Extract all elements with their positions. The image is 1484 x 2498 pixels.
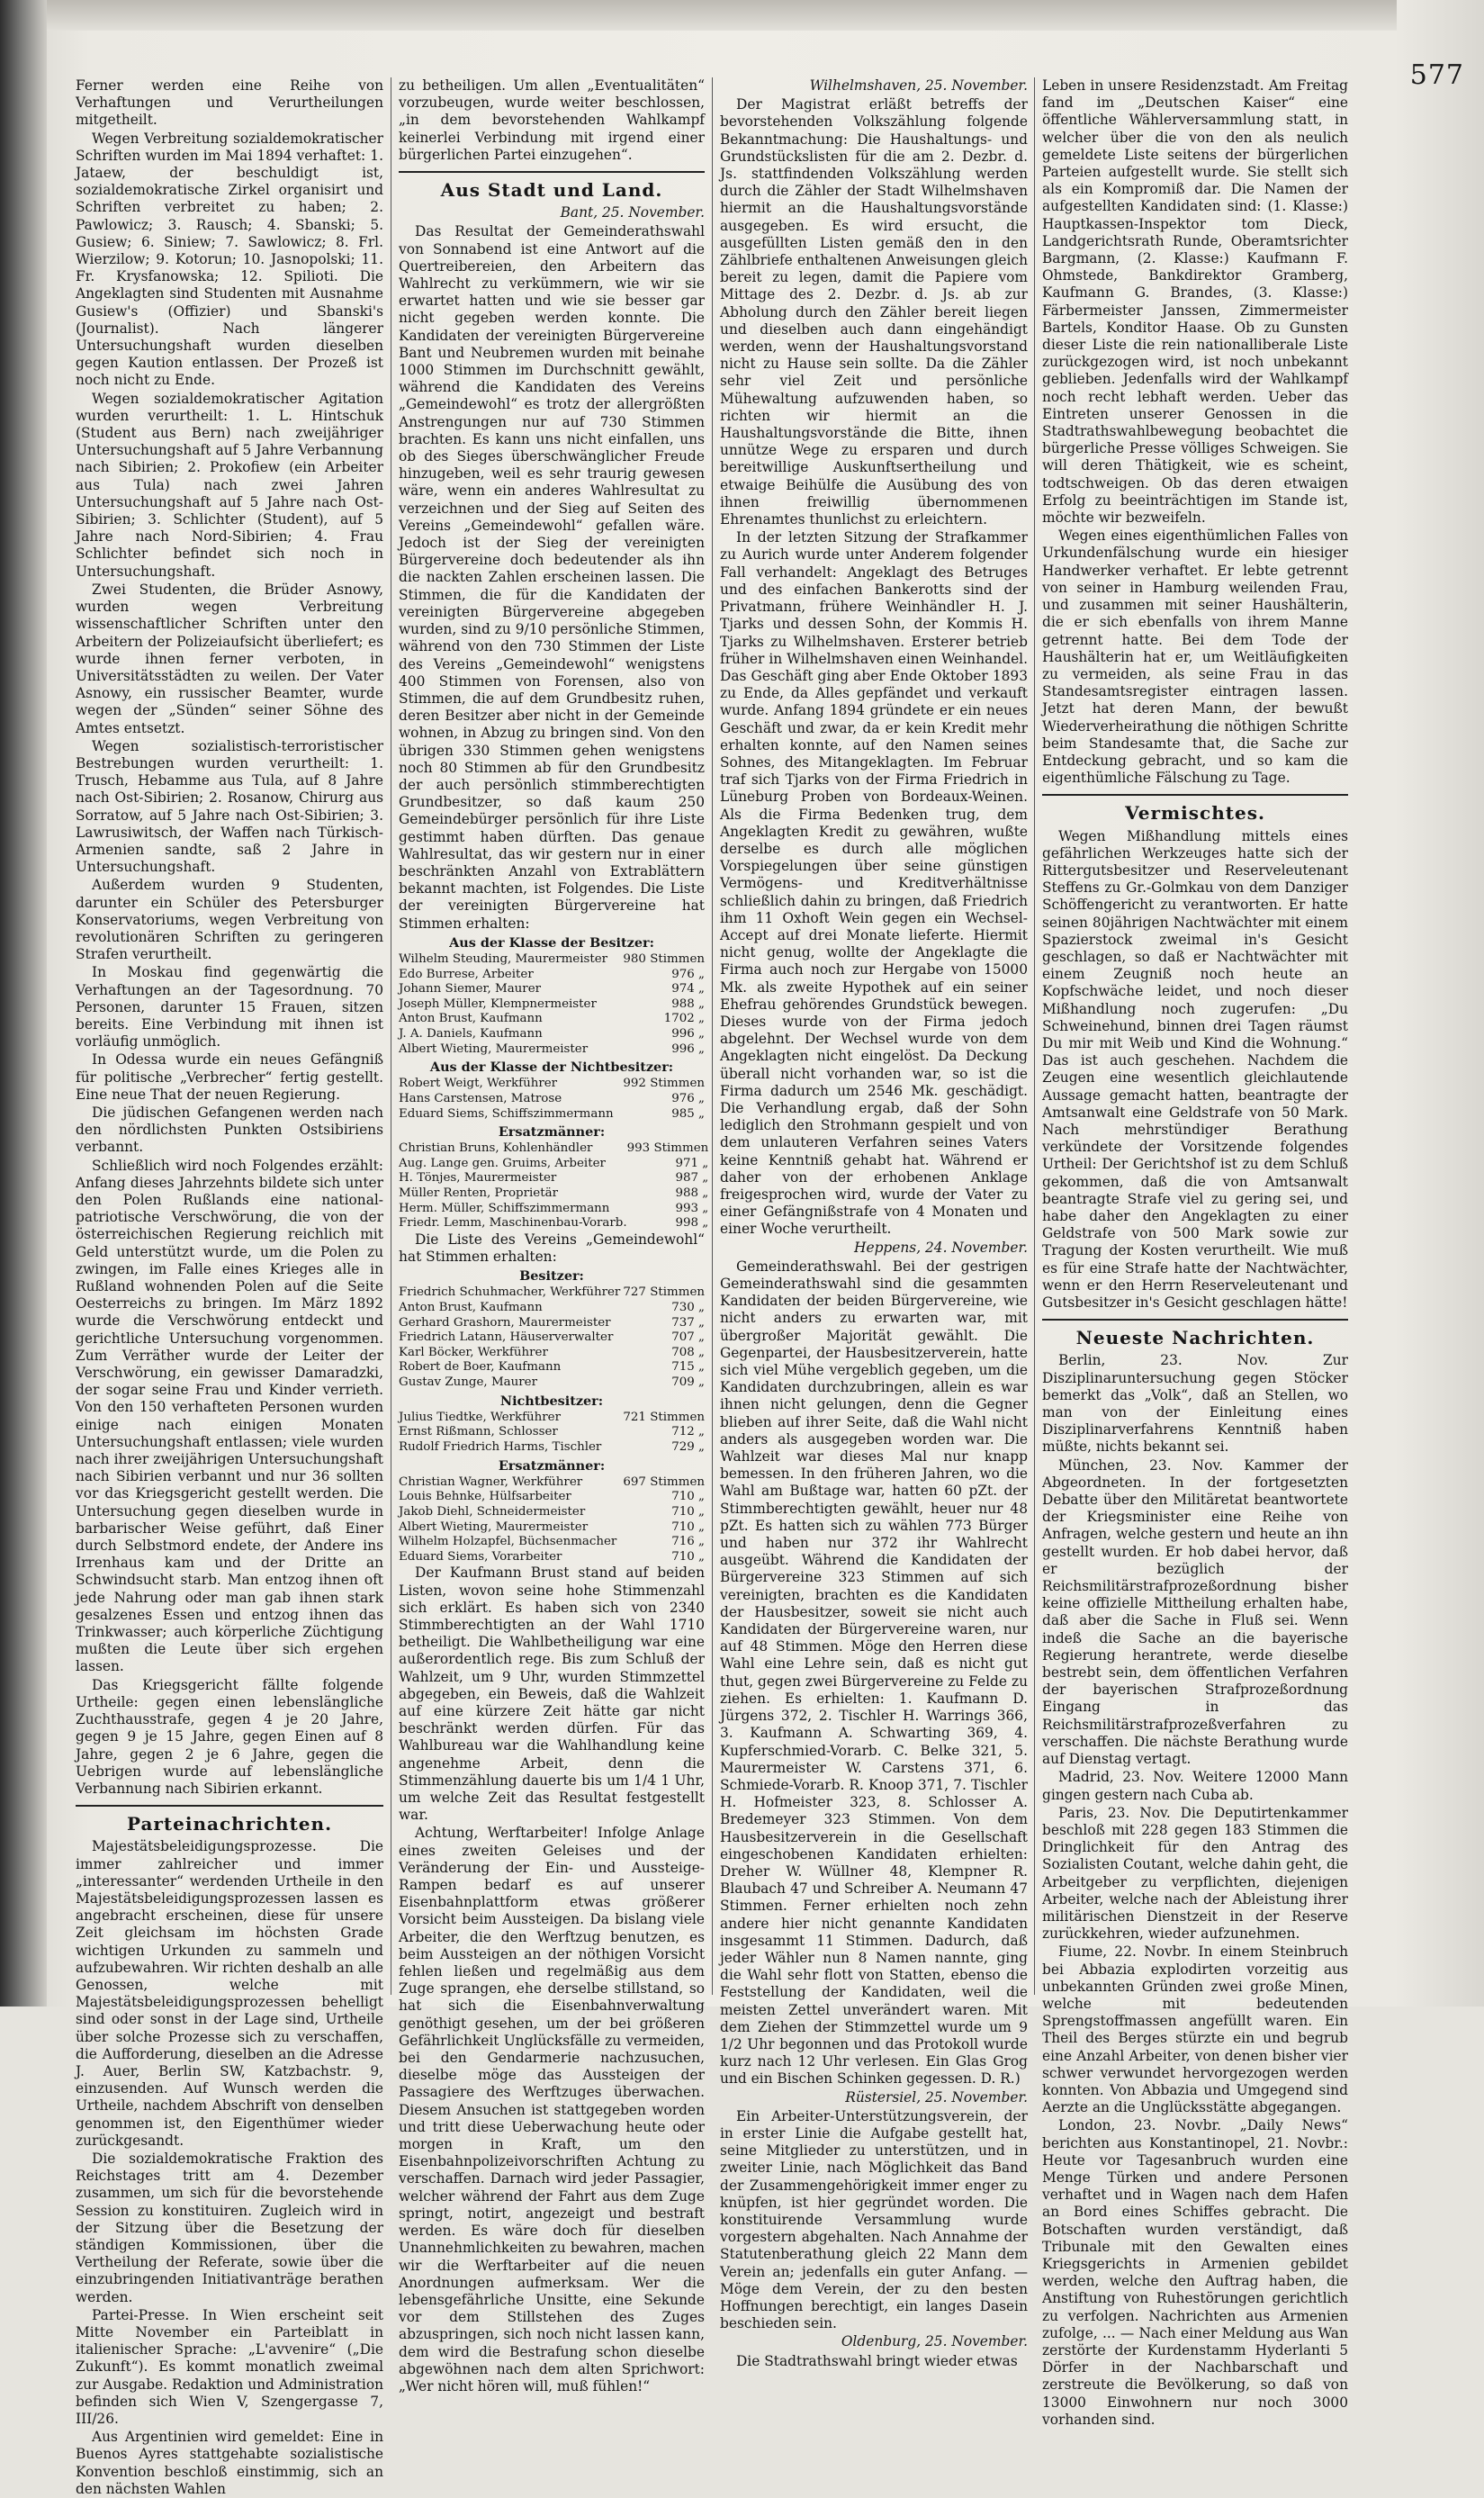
article-paragraph: Der Magistrat erläßt betreffs der bevorstehenden Volkszählung folgende Bekanntmachung: Die Haushaltungs- und Grundstückslisten für die am 2. Dezbr. d. Js. stattfindenden Volkszählung werden durch die Zähler der Stadt Wilhelmshaven hiermit an die Haushaltungsvorstände ausgegeben. Es wird ersucht, die ausgefüllten Listen gemäß den in den Zählbriefe enthaltenen Anweisungen gleich bereit zu legen, damit die Papiere vom Mittage des 2. Dezbr. d. Js. ab zur Abholung durch den Zähler bereit liegen und dieselben auch dann eingehändigt werden, wenn der Haushaltungsvorstand nicht zu Hause sein sollte. Da die Zähler sehr viel Zeit und persönliche Mühewaltung aufzuwenden haben, so richten wir hiermit an die Haushaltungsvorstände die Bitte, ihnen unnütze Wege zu ersparen und durch bereitwillige Auskunftsertheilung und etwaige Beihülfe die Ausübung des von ihnen freiwillig übernommenen Ehrenamtes thunlichst zu erleichtern. [720,96,1028,528]
article-paragraph: In der letzten Sitzung der Strafkammer zu Aurich wurde unter Anderem folgender Fall verhandelt: Angeklagt des Betruges und des einfachen Bankerotts sind der Privatmann, frühere Weinhändler H. J. Tjarks und dessen Sohn, der Kommis H. Tjarks zu Wilhelmshaven. Ersterer betrieb früher in Wilhelmshaven einen Weinhandel. Das Geschäft ging aber Ende Oktober 1893 zu Ende, da Alles gepfändet und verkauft wurde. Anfang 1894 gründete er ein neues Geschäft und zwar, da er kein Kredit mehr erhalten konnte, auf den Namen seines Sohnes, des Mitangeklagten. Im Februar traf sich Tjarks von der Firma Friedrich in Lüneburg Proben von Bordeaux-Weinen. Als die Firma Bedenken trug, dem Angeklagten Kredit zu gewähren, wußte derselbe es durch alle möglichen Vorspiegelungen über seine günstigen Vermögens- und Kreditverhältnisse schließlich dahin zu bringen, daß Friedrich ihm 11 Oxhoft Wein gegen ein Wechsel-Accept auf drei Monate lieferte. Hiermit nicht genug, wollte der Angeklagte die Firma auch noch zur Hergabe von 15000 Mk. als zweite Hypothek auf ein seiner Ehefrau gehörendes Grundstück bewegen. Dieses wurde von der Firma jedoch abgelehnt. Der Wechsel wurde von dem Angeklagten nicht eingelöst. Da Deckung überall nicht vorhanden war, so ist die Firma dadurch um 2546 Mk. geschädigt. Die Verhandlung ergab, daß der Sohn lediglich den Strohmann gespielt und von dem unlauteren Verfahren seines Vaters keine Kenntniß gehabt hat. Während er daher von der erhobenen Anklage freigesprochen wird, wurde der Vater zu einer Gefängnißstrafe von 4 Monaten und einer Woche verurtheilt. [720,529,1028,1238]
candidate-name: Friedr. Lemm, Maschinenbau-Vorarb. [399,1216,627,1231]
section-divider [1042,794,1348,796]
candidate-row [399,1027,705,1042]
candidate-row [399,1440,705,1456]
candidate-votes: 985 „ [671,1106,705,1121]
section-title-stadt-und-land: Aus Stadt und Land. [440,179,663,202]
candidate-row [399,1346,705,1361]
candidate-votes: 974 „ [671,982,705,996]
candidate-votes: 716 „ [671,1535,705,1549]
article-paragraph: In Odessa wurde ein neues Gefängniß für politische „Verbrecher“ fertig gestellt. Eine neue That der neuen Regierung. [76,1051,383,1103]
candidate-row [399,1216,708,1231]
candidate-row [399,982,705,997]
candidate-row [399,1157,708,1172]
article-paragraph: Gemeinderathswahl. Bei der gestrigen Gemeinderathswahl sind die gesammten Kandidaten der beiden Bürgervereine, wie nicht anders zu erwarten war, mit übergroßer Majorität gewählt. Die Gegenpartei, der Hausbesitzerverein, hatte sich viel Mühe vergeblich gegeben, um die Kandidaten durchzubringen, allein es war ihnen nicht gelungen, denn die Gegner blieben auf ihrer Seite, daß die Wahl nicht anders als ausgegeben worden war. Die Wahlzeit war dieses Mal nur knapp bemessen. In den früheren Jahren, wo die Wahl am Bußtage war, hatten 60 pZt. der Stimmberechtigten gewählt, heuer nur 48 pZt. Es hatten sich zu wählen 773 Bürger und haben nur 372 ihr Wahlrecht ausgeübt. Während die Kandidaten der Bürgervereine 323 Stimmen auf sich vereinigten, brachten es die Kandidaten der Hausbesitzer, soweit sie nicht auch Kandidaten der Bürgervereine waren, nur auf 48 Stimmen. Möge den Herren diese Wahl eine Lehre sein, daß es nicht gut thut, gegen zwei Bürgervereine zu Felde zu ziehen. Es erhielten: 1. Kaufmann D. Jürgens 372, 2. Tischler H. Warrings 366, 3. Kaufmann A. Schwarting 369, 4. Kupferschmied-Vorarb. C. Belke 321, 5. Maurermeister W. Carstens 371, 6. Schmiede-Vorarb. R. Knoop 371, 7. Tischler H. Hofmeister 323, 8. Schlosser A. Bredemeyer 323 Stimmen. Von dem Hausbesitzerverein in die Gesellschaft eingeschobenen Kandidaten erhielten: Dreher W. Wüllner 48, Klempner R. Blaubach 47 und Schreiber A. Neumann 47 Stimmen. Ferner erhielten noch zehn andere hier nicht genannte Kandidaten insgesammt 11 Stimmen. Dadurch, daß jeder Wähler nun 8 Namen nannte, ging die Wahl sehr flott von Statten, ebenso die Feststellung der Kandidaten, weil die meisten Zettel unverändert waren. Mit dem Ziehen der Stimmzettel wurde um 9 1/2 Uhr begonnen und das Protokoll wurde kurz nach 12 Uhr verlesen. Ein Glas Grog und ein Bischen Schinken gegessen. D. R.) [720,1258,1028,2088]
candidate-name: Joseph Müller, Klempnermeister [399,996,597,1011]
candidate-name: Julius Tiedtke, Werkführer [399,1410,561,1424]
candidate-name: H. Tönjes, Maurermeister [399,1171,557,1186]
dateline: Heppens, 24. November. [854,1239,1028,1256]
article-paragraph: Wegen sozialistisch-terroristischer Bestrebungen wurden verurtheilt: 1. Trusch, Hebamme aus Tula, auf 8 Jahre nach Ost-Sibirien; 2. Rosanow, Chirurg aus Sorratow, auf 5 Jahre nach Ost-Sibirien; 3. Lawrusiwitsch, der Waffen nach Türkisch-Armenien sandte, saß 2 Jahre in Untersuchungshaft. [76,737,383,876]
article-paragraph: Ein Arbeiter-Unterstützungsverein, der in erster Linie die Aufgabe gestellt hat, seine Mitglieder zu unterstützen, und in zweiter Linie, nach Möglichkeit das Band der Zusammengehörigkeit immer enger zu knüpfen, ist hier gegründet worden. Die konstituirende Versammlung wurde vorgestern abgehalten. Nach Annahme der Statutenberathung gleich 22 Mann dem Verein an; jedenfalls ein guter Anfang. — Möge dem Verein, der zu den besten Hoffnungen berechtigt, ein langes Dasein beschieden sein. [720,2107,1028,2332]
candidate-votes: 697 Stimmen [623,1474,705,1489]
candidate-name: Eduard Siems, Vorarbeiter [399,1549,562,1564]
column-4 [1042,77,1348,2428]
candidate-votes: 715 „ [671,1360,705,1375]
candidate-row [399,1550,705,1565]
column-2 [399,77,709,2394]
results-table [399,1285,705,1390]
candidate-votes: 988 „ [675,1186,709,1201]
article-paragraph: Das Resultat der Gemeinderathswahl von Sonnabend ist eine Antwort auf die Quertreibereien, den Arbeitern das Wahlrecht zu verkümmern, wie wir sie erwartet hatten und wie sie besser gar nicht gegeben werden konnte. Die Kandidaten der vereinigten Bürgervereine Bant und Neubremen wurden mit beinahe 1000 Stimmen im Durchschnitt gewählt, während die Kandidaten des Vereins „Gemeindewohl“ es trotz der allergrößten Anstrengungen nur auf 730 Stimmen brachten. Es kann uns nicht einfallen, uns ob des Sieges überschwänglicher Freude hinzugeben, weil es sehr traurig gewesen wäre, wenn ein anderes Wahlresultat zu verzeichnen und der Sieg auf Seiten des Vereins „Gemeindewohl“ gefallen wäre. Jedoch ist der Sieg der vereinigten Bürgervereine doch bedeutender als ihn die nackten Zahlen erscheinen lassen. Die Stimmen, die für die Kandidaten der vereinigten Bürgervereine abgegeben wurden, sind zu 9/10 persönliche Stimmen, während von den 730 Stimmen der Liste des Vereins „Gemeindewohl“ wenigstens 400 Stimmen von Forensen, also von Stimmen, die auf dem Grundbesitz ruhen, deren Besitzer aber nicht in der Gemeinde wohnen, in Abzug zu bringen sind. Von den übrigen 330 Stimmen gehen wenigstens noch 80 Stimmen ab für den Grundbesitz der auch persönlich stimmberechtigten Grundbesitzer, so daß kaum 250 Gemeindebürger persönlich für ihre Liste gestimmt haben dürften. Das genaue Wahlresultat, das wir gestern nur in einer beschränkten Anzahl von Extrablättern bekannt machten, ist Folgendes. Die Liste der vereinigten Bürgervereine hat Stimmen erhalten: [399,223,705,932]
dateline: Wilhelmshaven, 25. November. [809,77,1028,94]
article-paragraph: zu betheiligen. Um allen „Eventualitäten“ vorzubeugen, wurde weiter beschlossen, „in dem bevorstehenden Wahlkampf keinerlei Verbindung mit irgend einer bürgerlichen Partei einzugehen“. [399,77,705,163]
candidate-votes: 707 „ [671,1330,705,1345]
section-title-parteinachrichten: Parteinachrichten. [126,1813,333,1835]
article-paragraph: Partei-Presse. In Wien erscheint seit Mitte November ein Parteiblatt in italienischer Sprache: „L'avvenire“ („Die Zukunft“). Es kommt monatlich zweimal zur Ausgabe. Redaktion und Administration befinden sich Wien V, Szengergasse 7, III/26. [76,2306,383,2428]
dateline: Oldenburg, 25. November. [841,2333,1028,2350]
article-paragraph: Zwei Studenten, die Brüder Asnowy, wurden wegen Verbreitung wissenschaftlicher Schriften unter den Arbeitern der Polizeiaufsicht überliefert; es wurde ihnen ferner verboten, in Universitätsstädten zu weilen. Der Vater Asnowy, ein russischer Beamter, wurde wegen der „Sünden“ seiner Söhne des Amtes entsetzt. [76,581,383,736]
candidate-name: Anton Brust, Kaufmann [399,1012,543,1026]
candidate-votes: 712 „ [671,1425,705,1439]
candidate-row [399,1186,708,1202]
candidate-row [399,1425,705,1440]
news-item: München, 23. Nov. Kammer der Abgeordneten. In der fortgesetzten Debatte über den Militäretat beantwortete der Kriegsminister eine Reihe von Anfragen, welche gestern und heute an ihn gestellt wurden. Er hob dabei hervor, daß er bezüglich der Reichsmilitärstrafprozeßordnung bisher keine offizielle Mittheilung erhalten habe, daß aber die Sache in Fluß sei. Wenn indeß die Sache an die bayerische Regierung herantrete, werde dieselbe bestrebt sein, dem öffentlichen Verfahren der bayerischen Strafprozeßordnung Eingang in das Reichsmilitärstrafprozeßverfahren zu verschaffen. Die nächste Berathung wurde auf Dienstag vertagt. [1042,1456,1348,1768]
candidate-row [399,1141,708,1157]
candidate-votes: 710 „ [671,1505,705,1519]
candidate-name: Hans Carstensen, Matrose [399,1091,562,1105]
candidate-name: Rudolf Friedrich Harms, Tischler [399,1440,602,1455]
article-paragraph: Majestätsbeleidigungsprozesse. Die immer zahlreicher und immer „interessanter“ werdenden Urtheile in den Majestätsbeleidigungsprozessen lassen es angebracht erscheinen, diese für unsere Zeit gleichsam im höchsten Grade wichtigen Urkunden zu sammeln und aufzubewahren. Wir richten deshalb an alle Genossen, welche mit Majestätsbeleidigungsprozessen behelligt sind oder sonst in der Lage sind, Urtheile über solche Prozesse sich zu verschaffen, die Aufforderung, dieselben an die Adresse J. Auer, Berlin SW, Katzbachstr. 9, einzusenden. Auf Wunsch werden die Urtheile, nachdem Abschrift von denselben genommen ist, den Eigenthümer wieder zurückgesandt. [76,1838,383,2149]
candidate-name: Ernst Rißmann, Schlosser [399,1425,558,1439]
candidate-votes: 998 „ [675,1216,709,1231]
candidate-votes: 1702 „ [663,1012,705,1026]
scan-top-edge [47,0,1397,31]
candidate-votes: 992 Stimmen [623,1077,705,1091]
news-item: Madrid, 23. Nov. Weitere 12000 Mann gingen gestern nach Cuba ab. [1042,1769,1348,1803]
candidate-name: Robert Weigt, Werkführer [399,1077,558,1091]
article-paragraph: Achtung, Werftarbeiter! Infolge Anlage eines zweiten Geleises und der Veränderung der Ein- und Aussteige-Rampen bedarf es auf unserer Eisenbahnplattform etwas größerer Vorsicht beim Aussteigen. Da bislang viele Arbeiter, die den Werftzug benutzen, es beim Aussteigen an der nöthigen Vorsicht fehlen ließen und regelmäßig aus dem Zuge sprangen, ehe derselbe stillstand, so hat sich die Eisenbahnverwaltung genöthigt gesehen, um der bei größeren Gefährlichkeit Unglücksfälle zu vermeiden, bei den Gendarmerie nachzusuchen, dieselbe möge das Aussteigen der Passagiere des Werftzuges überwachen. Diesem Ansuchen ist stattgegeben worden und tritt diese Ueberwachung heute oder morgen in Kraft, um den Eisenbahnpolizeivorschriften Achtung zu verschaffen. Darnach wird jeder Passagier, welcher während der Fahrt aus dem Zuge springt, notirt, angezeigt und bestraft werden. Es wäre doch für dieselben Unannehmlichkeiten zu bewahren, machen wir die Werftarbeiter auf die neuen Anordnungen aufmerksam. Wer die lebensgefährliche Unsitte, eine Sekunde vor dem Stillstehen des Zuges abzuspringen, sich noch nicht lassen kann, dem wird die Bestrafung schon dieselbe abgewöhnen nach dem alten Sprichwort: „Wer nicht hören will, muß fühlen!“ [399,1825,705,2394]
results-table [399,1411,705,1456]
candidate-name: Louis Behnke, Hülfsarbeiter [399,1490,571,1504]
candidate-name: Müller Renten, Proprietär [399,1186,558,1201]
candidate-name: J. A. Daniels, Kaufmann [399,1026,543,1041]
article-paragraph: Leben in unsere Residenzstadt. Am Freitag fand im „Deutschen Kaiser“ eine öffentliche Wählerversammlung statt, in welcher über die von den als neulich gemeldete Liste seitens der bürgerlichen Parteien aufgestellt wurde. Sie stellt sich als ein Kompromiß dar. Die Namen der aufgestellten Kandidaten sind: (1. Klasse:) Hauptkassen-Inspektor tom Dieck, Landgerichtsrath Runde, Oberamtsrichter Bargmann, (2. Klasse:) Kaufmann F. Ohmstede, Bankdirektor Gramberg, Kaufmann G. Brandes, (3. Klasse:) Färbermeister Janssen, Zimmermeister Bartels, Konditor Haase. Ob zu Gunsten dieser Liste die rein nationalliberale Liste zurückgezogen wird, ist noch unbekannt geblieben. Jedenfalls wird der Wahlkampf noch recht lebhaft werden. Ueber das Eintreten unserer Genossen in die Stadtrathswahlbewegung beobachtet die bürgerliche Presse völliges Schweigen. Sie will deren Thätigkeit, wie es scheint, todtschweigen. Ob das deren etwaigen Erfolg zu beeinträchtigen im Stande ist, möchte wir bezweifeln. [1042,77,1348,527]
section-title-neueste-nachrichten: Neueste Nachrichten. [1075,1327,1315,1349]
candidate-name: Edo Burrese, Arbeiter [399,967,534,981]
candidate-row [399,1107,705,1123]
article-paragraph: Schließlich wird noch Folgendes erzählt: Anfang dieses Jahrzehnts bildete sich unter den Polen Rußlands eine national-patriotische Verschwörung, die von der österreichischen Regierung reichlich mit Geld unterstützt wurde, um die Polen zu zwingen, im Falle eines Krieges alle in Rußland wohnenden Polen auf die Seite Oesterreichs zu bringen. Im März 1892 wurde die Verschwörung entdeckt und gerichtliche Untersuchung vorgenommen. Zum Verräther wurde der Leiter der Verschwörung, ein gewisser Damaradzki, der sogar seine Frau und Kinder verrieth. Von den 150 verhafteten Personen wurden einige nach einigen Monaten Untersuchungshaft entlassen; viele wurden nach ihrer zweijährigen Untersuchungshaft nach Sibirien verbannt und nur 36 sollten vor das Kriegsgericht gestellt werden. Die Untersuchung gegen dieselben wurde in barbarischer Weise geführt, daß Einer durch Selbstmord endete, der Andere ins Irrenhaus kam und der Dritte an Schwindsucht starb. Man entzog ihnen oft jede Nahrung oder man gab ihnen stark gesalzenes Essen und entzog ihnen das Trinkwasser; auch körperliche Züchtigung mußten die Leute über sich ergehen lassen. [76,1157,383,1675]
candidate-name: Christian Wagner, Werkführer [399,1474,583,1489]
candidate-votes: 987 „ [675,1171,709,1186]
candidate-row [399,1171,708,1186]
candidate-votes: 980 Stimmen [623,951,705,966]
candidate-row [399,1012,705,1027]
candidate-name: Aug. Lange gen. Gruims, Arbeiter [399,1156,606,1170]
article-paragraph: Wegen Mißhandlung mittels eines gefährlichen Werkzeuges hatte sich der Rittergutsbesitzer und Reserveleutenant Steffens zu Gr.-Golmkau von dem Danziger Schöffengericht zu verantworten. Er hatte seinen 80jährigen Nachtwächter mit einem Spazierstock zweimal in's Gesicht geschlagen, so daß er Nachtwächter mit einem Zeugniß noch heute an Kopfschwäche leidet, und noch dieser Mißhandlung noch zugerufen: „Du Schweinehund, binnen drei Tagen räumst Du mir mit Weib und Kind die Wohnung.“ Das ist auch geschehen. Nachdem die Zeugen eine wesentlich gleichlautende Aussage gemacht hatten, beantragte der Amtsanwalt eine Geldstrafe von 50 Mark. Nach mehrstündiger Berathung verkündete der Vorsitzende folgendes Urtheil: Der Gerichtshof ist zu dem Schluß gekommen, daß die von Amtsanwalt beantragte Strafe viel zu gering sei, und habe daher den Angeklagten zu einer Geldstrafe von 500 Mark sowie zur Tragung der Kosten verurtheilt. Wie muß es für eine Strafe hatte der Nachtwächter, wenn er den Herrn Reserveleutenant und Gutsbesitzer in's Gesicht geschlagen hätte! [1042,827,1348,1312]
candidate-row [399,968,705,983]
candidate-row [399,1301,705,1316]
candidate-row [399,1490,705,1505]
candidate-votes: 729 „ [671,1440,705,1455]
article-paragraph: Das Kriegsgericht fällte folgende Urtheile: gegen einen lebenslängliche Zuchthausstrafe, gegen 4 je 20 Jahre, gegen 9 je 15 Jahre, gegen Einen auf 8 Jahre, gegen 2 je 6 Jahre, gegen die Uebrigen wurde auf lebenslängliche Verbannung nach Sibirien erkannt. [76,1676,383,1797]
candidate-votes: 727 Stimmen [623,1285,705,1300]
candidate-row [399,1285,705,1301]
candidate-name: Gustav Zunge, Maurer [399,1375,537,1390]
scan-binding-edge [0,0,47,2007]
column-1 [76,77,383,2497]
news-item: Fiume, 22. Novbr. In einem Steinbruch bei Abbazia explodirten vorzeitig aus unbekannten Gründen zwei große Minen, welche mit bedeutenden Sprengstoffmassen angefüllt waren. Ein Theil des Berges stürzte ein und begrub eine Anzahl Arbeiter, von denen bisher vier schwer verwundet hervorgezogen werden konnten. Von Abbazia und Umgegend sind Aerzte an die Unglücksstätte abgegangen. [1042,1943,1348,2116]
results-table [399,1475,705,1565]
list-group-title: Aus der Klasse der Nichtbesitzer: [429,1060,674,1076]
dateline: Rüstersiel, 25. November. [845,2088,1028,2106]
dateline: Bant, 25. November. [560,204,705,221]
results-table [399,1141,708,1231]
candidate-row [399,1375,705,1391]
candidate-row [399,1535,705,1550]
candidate-row [399,1475,705,1491]
candidate-name: Wilhelm Steuding, Maurermeister [399,951,608,966]
results-table [399,952,705,1057]
list-group-title: Nichtbesitzer: [499,1393,604,1409]
candidate-votes: 993 „ [675,1201,709,1215]
article-paragraph: Wegen Verbreitung sozialdemokratischer Schriften wurden im Mai 1894 verhaftet: 1. Jataew, der beschuldigt ist, sozialdemokratische Zirkel organisirt und Schriften verbreitet zu haben; 2. Pawlowicz; 3. Rausch; 4. Sbanski; 5. Gusiew; 6. Siniew; 7. Sawlowicz; 8. Frl. Wierzilow; 9. Kotorun; 10. Jasnopolski; 11. Fr. Krysfanowska; 12. Spilioti. Die Angeklagten sind Studenten mit Ausnahme Gusiew's (Offizier) und Sbanski's (Journalist). Nach längerer Untersuchungshaft wurden dieselben gegen Kaution entlassen. Der Prozeß ist noch nicht zu Ende. [76,130,383,389]
candidate-name: Gerhard Grashorn, Maurermeister [399,1315,611,1330]
candidate-votes: 710 „ [671,1549,705,1564]
candidate-name: Anton Brust, Kaufmann [399,1301,543,1315]
article-paragraph: Wegen eines eigenthümlichen Falles von Urkundenfälschung wurde ein hiesiger Handwerker verhaftet. Er lebte getrennt von seiner in Hamburg weilenden Frau, und zusammen mit seiner Haushälterin, die er sich ebenfalls von ihrem Manne getrennt hatte. Bei dem Tode der Haushälterin hat er, um Weitläufigkeiten zu vermeiden, als seine Frau in das Standesamtsregister eintragen lassen. Jetzt hat deren Mann, der bewußt Wiederverheirathung die nöthigen Schritte beim Standesamte that, die Sache zur Entdeckung gebracht, und so kam die eigenthümliche Fälschung zu Tage. [1042,528,1348,787]
candidate-row [399,1330,705,1346]
candidate-row [399,952,705,968]
candidate-row [399,1092,705,1107]
article-paragraph: Wegen sozialdemokratischer Agitation wurden verurtheilt: 1. L. Hintschuk (Student aus Bern) nach zweijähriger Untersuchungshaft auf 5 Jahre Verbannung nach Sibirien; 2. Prokofiew (ein Arbeiter aus Tula) nach zwei Jahren Untersuchungshaft auf 5 Jahre nach Ost-Sibirien; 3. Schlichter (Student), auf 5 Jahre nach Nord-Sibirien; 4. Frau Schlichter befindet sich noch in Untersuchungshaft. [76,390,383,580]
article-paragraph: Ferner werden eine Reihe von Verhaftungen und Verurtheilungen mitgetheilt. [76,77,383,129]
article-paragraph: In Moskau find gegenwärtig die Verhaftungen an der Tagesordnung. 70 Personen, darunter 15 Frauen, sitzen bereits. Eine Verbindung mit ihnen ist vorläufig unmöglich. [76,964,383,1051]
candidate-name: Friedrich Latann, Häuserverwalter [399,1330,614,1345]
article-paragraph: Die Stadtrathswahl bringt wieder etwas [736,2352,1018,2369]
candidate-votes: 996 „ [671,1026,705,1041]
candidate-votes: 996 „ [671,1042,705,1056]
candidate-row [399,1316,705,1331]
candidate-name: Albert Wieting, Maurermeister [399,1520,589,1534]
candidate-row [399,1411,705,1426]
candidate-name: Christian Bruns, Kohlenhändler [399,1141,593,1156]
article-paragraph: Die Liste des Vereins „Gemeindewohl“ hat Stimmen erhalten: [399,1231,705,1266]
section-title-vermischtes: Vermischtes. [1125,802,1265,825]
candidate-name: Jakob Diehl, Schneidermeister [399,1505,586,1519]
candidate-name: Friedrich Schuhmacher, Werkführer [399,1285,621,1300]
list-group-title: Ersatzmänner: [498,1124,606,1141]
article-paragraph: Die sozialdemokratische Fraktion des Reichstages tritt am 4. Dezember zusammen, um sich für die bevorstehende Session zu konstituiren. Zugleich wird in der Sitzung über die Besetzung der ständigen Kommissionen, über die Vertheilung der Referate, sowie über die einzubringenden Initiativanträge berathen werden. [76,2150,383,2305]
candidate-votes: 737 „ [671,1315,705,1330]
article-paragraph: Aus Argentinien wird gemeldet: Eine in Buenos Ayres stattgehabte sozialistische Konvention beschloß einstimmig, sich an den nächsten Wahlen [76,2429,383,2497]
candidate-votes: 993 Stimmen [626,1141,709,1156]
candidate-row [399,1077,705,1092]
article-paragraph: Der Kaufmann Brust stand auf beiden Listen, wovon seine hohe Stimmenzahl sich erklärt. Es haben sich von 2340 Stimmberechtigten an der Wahl 1710 betheiligt. Die Wahlbetheiligung war eine außerordentlich rege. Bis zum Schluß der Wahlzeit, um 9 Uhr, wurden Stimmzettel abgegeben, ein Beweis, daß die Wahlzeit auf eine kürzere Zeit hätte gar nicht beschränkt werden dürfen. Für das Wahlbureau war die Wahlhandlung keine angenehme Arbeit, denn die Stimmenzählung dauerte bis um 1/4 1 Uhr, um welche Zeit das Resultat festgestellt war. [399,1565,705,1824]
candidate-row [399,1202,708,1217]
candidate-name: Albert Wieting, Maurermeister [399,1042,589,1056]
section-divider [1042,1319,1348,1321]
candidate-name: Eduard Siems, Schiffszimmermann [399,1106,614,1121]
candidate-row [399,1042,705,1058]
results-table [399,1077,705,1122]
candidate-votes: 721 Stimmen [623,1410,705,1424]
candidate-votes: 988 „ [671,996,705,1011]
column-rule [1034,77,1035,1995]
news-item: London, 23. Novbr. „Daily News“ berichten aus Konstantinopel, 21. Novbr.: Heute vor Tagesanbruch wurden eine Menge Türken und andere Personen verhaftet und in Wagen nach dem Hafen an Bord eines Schiffes gebracht. Die Botschaften wurden verständigt, daß Tribunale mit den Gewalten eines Kriegsgerichts in Armenien gebildet werden, welche den Auftrag haben, die Anstiftung von Ruhestörungen gerichtlich zu verfolgen. Nachrichten aus Armenien zufolge, ... — Nach einer Meldung aus Wan zerstörte der Kurdenstamm Hyderlanti 5 Dörfer in der Nachbarschaft und zerstreute die Bevölkerung, so daß von 13000 Einwohnern nur noch 3000 vorhanden sind. [1042,2117,1348,2428]
candidate-row [399,997,705,1013]
list-group-title: Aus der Klasse der Besitzer: [449,934,654,951]
candidate-votes: 709 „ [671,1375,705,1390]
list-group-title: Besitzer: [519,1268,584,1285]
candidate-name: Karl Böcker, Werkführer [399,1345,548,1359]
column-3 [720,77,1028,2369]
candidate-name: Herm. Müller, Schiffszimmermann [399,1201,610,1215]
candidate-votes: 710 „ [671,1520,705,1534]
news-item: Berlin, 23. Nov. Zur Disziplinaruntersuchung gegen Stöcker bemerkt das „Volk“, daß an Stellen, wo man von der Einleitung eines Disziplinarverfahrens Kenntniß haben müßte, nichts bekannt sei. [1042,1352,1348,1456]
candidate-row [399,1360,705,1375]
candidate-row [399,1505,705,1520]
candidate-votes: 708 „ [671,1345,705,1359]
candidate-votes: 710 „ [671,1490,705,1504]
candidate-name: Robert de Boer, Kaufmann [399,1360,562,1375]
news-item: Paris, 23. Nov. Die Deputirtenkammer beschloß mit 228 gegen 183 Stimmen die Dringlichkeit für den Antrag des Sozialisten Coutant, welche dahin geht, die Arbeitgeber zu verpflichten, diejenigen Arbeiter, welche nach der Ableistung ihrer militärischen Dienstzeit in der Reserve zurückkehren, wieder aufzunehmen. [1042,1804,1348,1943]
candidate-votes: 976 „ [671,967,705,981]
candidate-votes: 976 „ [671,1091,705,1105]
candidate-name: Johann Siemer, Maurer [399,982,542,996]
article-paragraph: Die jüdischen Gefangenen werden nach den nördlichsten Punkten Ostsibiriens verbannt. [76,1104,383,1156]
section-divider [399,171,705,173]
article-paragraph: Außerdem wurden 9 Studenten, darunter ein Schüler des Petersburger Konservatoriums, wegen Verbreitung von revolutionären Schriften zu geringeren Strafen verurtheilt. [76,877,383,963]
candidate-row [399,1520,705,1536]
page-number: 577 [1409,59,1464,91]
candidate-votes: 730 „ [671,1301,705,1315]
candidate-name: Wilhelm Holzapfel, Büchsenmacher [399,1535,617,1549]
list-group-title: Ersatzmänner: [498,1457,606,1474]
column-rule [712,77,713,1995]
candidate-votes: 971 „ [675,1156,709,1170]
section-divider [76,1805,383,1807]
